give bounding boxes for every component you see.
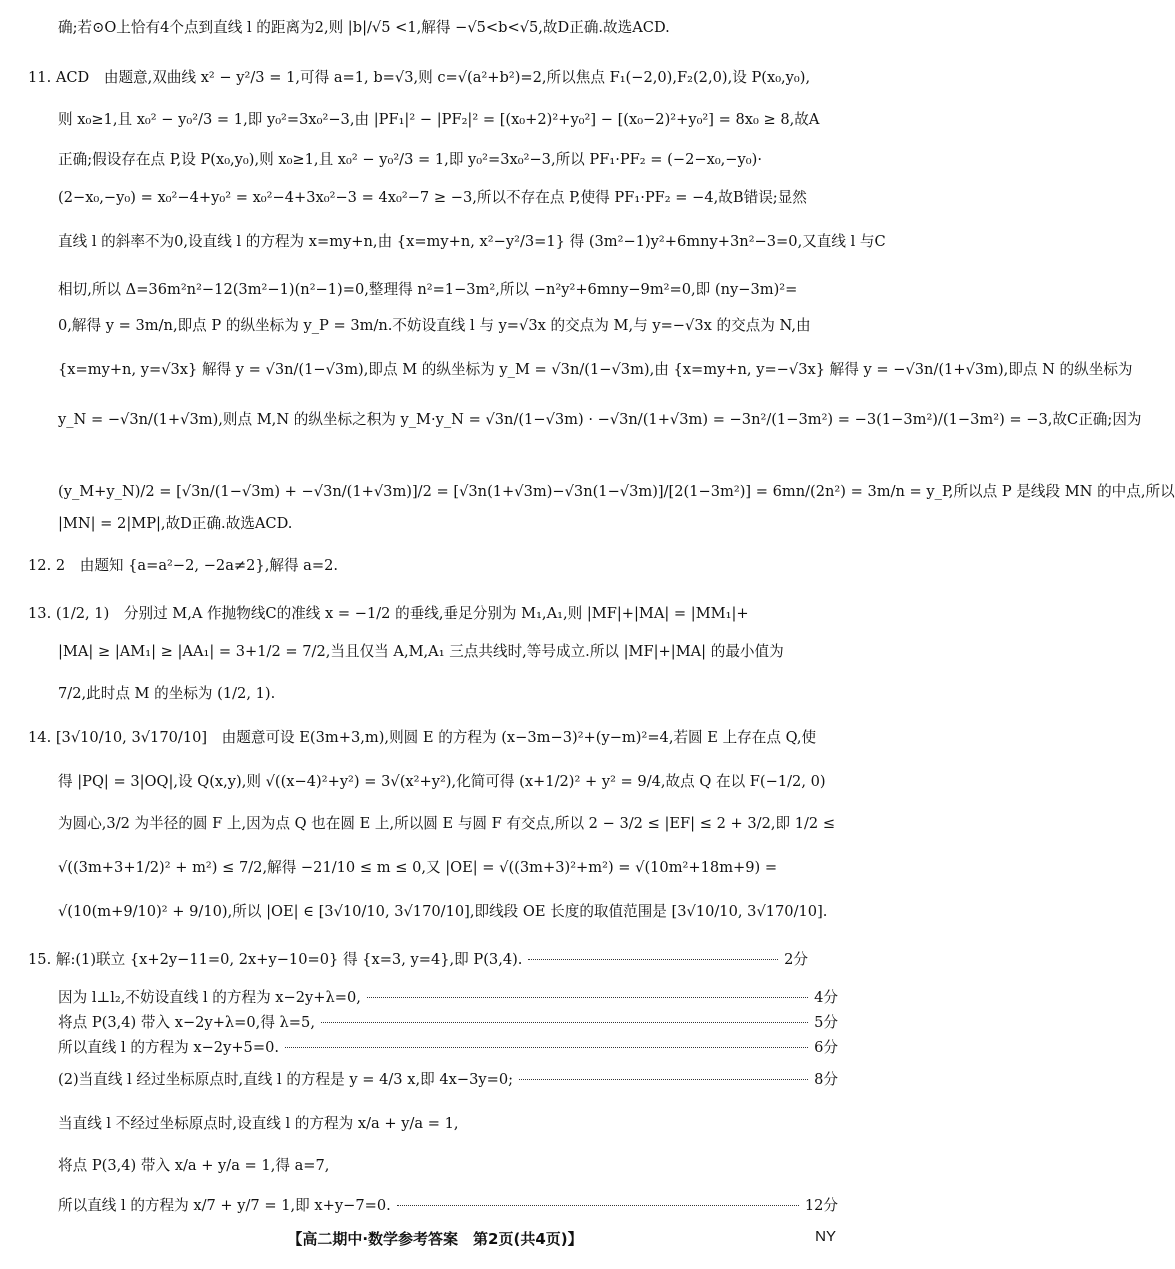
text-line: (y_M+y_N)/2 = [√3n/(1−√3m) + −√3n/(1+√3m)]/2 = [√3n(1+√3m)−√3n(1−√3m)]/[2(1−3m²)] = 6mn/(2n²) = 3m/n = y_P,所以点 P 是线段 MN 的中点,所以 [58, 483, 1175, 500]
scored-line-text: 所以直线 l 的方程为 x/7 + y/7 = 1,即 x+y−7=0. [58, 1197, 391, 1214]
scored-line [58, 1038, 838, 1058]
text-line: 13. (1/2, 1) 分别过 M,A 作抛物线C的准线 x = −1/2 的垂线,垂足分别为 M₁,A₁,则 |MF|+|MA| = |MM₁|+ [28, 605, 749, 622]
score-label: 8分 [814, 1071, 838, 1088]
leader-dots [321, 1022, 808, 1023]
score-label: 2分 [784, 951, 808, 968]
text-line: {x=my+n, y=√3x} 解得 y = √3n/(1−√3m),即点 M 的纵坐标为 y_M = √3n/(1−√3m),由 {x=my+n, y=−√3x} 解得 y = −√3n/(1+√3m),即点 N 的纵坐标为 [58, 361, 1133, 378]
leader-dots [367, 997, 808, 998]
scored-line [28, 950, 808, 970]
text-line: 得 |PQ| = 3|OQ|,设 Q(x,y),则 √((x−4)²+y²) = 3√(x²+y²),化简可得 (x+1/2)² + y² = 9/4,故点 Q 在以 F(−1/2, 0) [58, 773, 826, 790]
score-label: 6分 [814, 1039, 838, 1056]
leader-dots [285, 1047, 808, 1048]
text-line: 确;若⊙O上恰有4个点到直线 l 的距离为2,则 |b|/√5 <1,解得 −√5<b<√5,故D正确.故选ACD. [58, 19, 670, 36]
text-line: (2−x₀,−y₀) = x₀²−4+y₀² = x₀²−4+3x₀²−3 = 4x₀²−7 ≥ −3,所以不存在点 P,使得 PF₁·PF₂ = −4,故B错误;显然 [58, 189, 807, 206]
leader-dots [397, 1205, 799, 1206]
text-line: |MA| ≥ |AM₁| ≥ |AA₁| = 3+1/2 = 7/2,当且仅当 A,M,A₁ 三点共线时,等号成立.所以 |MF|+|MA| 的最小值为 [58, 643, 784, 660]
scored-line [58, 1196, 838, 1216]
text-line: √(10(m+9/10)² + 9/10),所以 |OE| ∈ [3√10/10, 3√170/10],即线段 OE 长度的取值范围是 [3√10/10, 3√170/10]. [58, 903, 828, 920]
text-line: 7/2,此时点 M 的坐标为 (1/2, 1). [58, 685, 276, 702]
scored-line [58, 988, 838, 1008]
scored-line-text: (2)当直线 l 经过坐标原点时,直线 l 的方程是 y = 4/3 x,即 4x−3y=0; [58, 1071, 514, 1088]
text-line: 则 x₀≥1,且 x₀² − y₀²/3 = 1,即 y₀²=3x₀²−3,由 |PF₁|² − |PF₂|² = [(x₀+2)²+y₀²] − [(x₀−2)²+y₀²] = 8x₀ ≥ 8,故A [58, 111, 820, 128]
scored-line-text: 所以直线 l 的方程为 x−2y+5=0. [58, 1039, 279, 1056]
page-footer: 【高二期中·数学参考答案 第2页(共4页)】 [287, 1230, 583, 1248]
leader-dots [519, 1079, 808, 1080]
score-label: 5分 [814, 1014, 838, 1031]
text-line: 正确;假设存在点 P,设 P(x₀,y₀),则 x₀≥1,且 x₀² − y₀²/3 = 1,即 y₀²=3x₀²−3,所以 PF₁·PF₂ = (−2−x₀,−y₀)· [58, 151, 762, 168]
scored-line-text: 15. 解:(1)联立 {x+2y−11=0, 2x+y−10=0} 得 {x=3, y=4},即 P(3,4). [28, 951, 523, 968]
scored-line-text: 将点 P(3,4) 带入 x−2y+λ=0,得 λ=5, [58, 1014, 315, 1031]
scored-line [58, 1070, 838, 1090]
text-line: 14. [3√10/10, 3√170/10] 由题意可设 E(3m+3,m),则圆 E 的方程为 (x−3m−3)²+(y−m)²=4,若圆 E 上存在点 Q,使 [28, 729, 817, 746]
text-line: 当直线 l 不经过坐标原点时,设直线 l 的方程为 x/a + y/a = 1, [58, 1115, 459, 1132]
text-line: 将点 P(3,4) 带入 x/a + y/a = 1,得 a=7, [58, 1157, 330, 1174]
leader-dots [528, 959, 778, 960]
text-line: y_N = −√3n/(1+√3m),则点 M,N 的纵坐标之积为 y_M·y_N = √3n/(1−√3m) · −√3n/(1+√3m) = −3n²/(1−3m²) = −3(1−3m²)/(1−3m²) = −3,故C正确;因为 [58, 411, 1142, 428]
score-label: 4分 [814, 989, 838, 1006]
footer-code: NY [815, 1228, 836, 1245]
text-line: 12. 2 由题知 {a=a²−2, −2a≠2},解得 a=2. [28, 557, 339, 574]
text-line: 相切,所以 Δ=36m²n²−12(3m²−1)(n²−1)=0,整理得 n²=1−3m²,所以 −n²y²+6mny−9m²=0,即 (ny−3m)²= [58, 281, 798, 298]
text-line: |MN| = 2|MP|,故D正确.故选ACD. [58, 515, 293, 532]
text-line: 11. ACD 由题意,双曲线 x² − y²/3 = 1,可得 a=1, b=√3,则 c=√(a²+b²)=2,所以焦点 F₁(−2,0),F₂(2,0),设 P(x₀,y₀), [28, 69, 811, 86]
text-line: 为圆心,3/2 为半径的圆 F 上,因为点 Q 也在圆 E 上,所以圆 E 与圆 F 有交点,所以 2 − 3/2 ≤ |EF| ≤ 2 + 3/2,即 1/2 ≤ [58, 815, 836, 832]
score-label: 12分 [804, 1197, 838, 1214]
scored-line-text: 因为 l⊥l₂,不妨设直线 l 的方程为 x−2y+λ=0, [58, 989, 361, 1006]
text-line: 0,解得 y = 3m/n,即点 P 的纵坐标为 y_P = 3m/n.不妨设直线 l 与 y=√3x 的交点为 M,与 y=−√3x 的交点为 N,由 [58, 317, 811, 334]
text-line: √((3m+3+1/2)² + m²) ≤ 7/2,解得 −21/10 ≤ m ≤ 0,又 |OE| = √((3m+3)²+m²) = √(10m²+18m+9) = [58, 859, 778, 876]
text-line: 直线 l 的斜率不为0,设直线 l 的方程为 x=my+n,由 {x=my+n, x²−y²/3=1} 得 (3m²−1)y²+6mny+3n²−3=0,又直线 l 与C [58, 233, 886, 250]
scored-line [58, 1013, 838, 1033]
